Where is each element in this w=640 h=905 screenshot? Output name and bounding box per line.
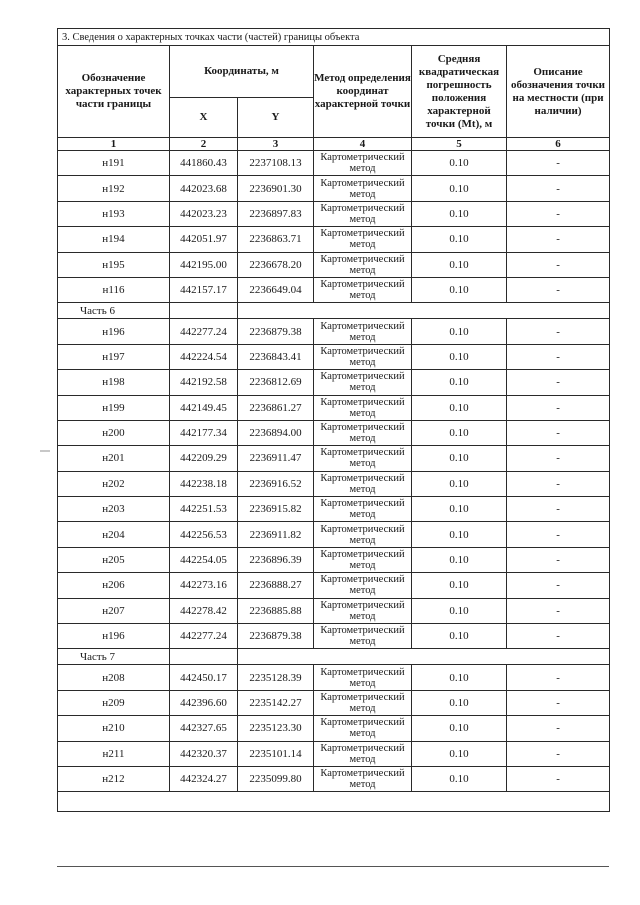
- accuracy-cell: 0.10: [412, 624, 507, 649]
- y-coordinate-cell: 2236894.00: [238, 420, 314, 445]
- table-row: [58, 522, 610, 547]
- column-number: 4: [314, 138, 412, 151]
- x-coordinate-cell: 442277.24: [170, 319, 238, 344]
- table-row: [58, 370, 610, 395]
- method-cell: Картометрический метод: [314, 522, 412, 547]
- x-coordinate-cell: 442157.17: [170, 277, 238, 302]
- accuracy-cell: 0.10: [412, 252, 507, 277]
- accuracy-cell: 0.10: [412, 395, 507, 420]
- footer-rule: [57, 866, 609, 867]
- x-coordinate-cell: 442177.34: [170, 420, 238, 445]
- point-designation-cell: н200: [58, 420, 170, 445]
- column-number: 5: [412, 138, 507, 151]
- x-coordinate-cell: 442320.37: [170, 741, 238, 766]
- description-cell: -: [507, 395, 610, 420]
- description-cell: -: [507, 446, 610, 471]
- method-cell: Картометрический метод: [314, 547, 412, 572]
- accuracy-cell: 0.10: [412, 446, 507, 471]
- method-cell: Картометрический метод: [314, 497, 412, 522]
- x-coordinate-cell: 442273.16: [170, 573, 238, 598]
- table-row: [58, 598, 610, 623]
- point-designation-cell: н202: [58, 471, 170, 496]
- method-cell: Картометрический метод: [314, 690, 412, 715]
- x-coordinate-cell: 442277.24: [170, 624, 238, 649]
- method-cell: Картометрический метод: [314, 344, 412, 369]
- point-designation-cell: н207: [58, 598, 170, 623]
- method-cell: Картометрический метод: [314, 573, 412, 598]
- y-coordinate-cell: 2235123.30: [238, 716, 314, 741]
- table-row: [58, 766, 610, 791]
- description-cell: -: [507, 690, 610, 715]
- part-label: Часть 6: [58, 303, 170, 319]
- y-coordinate-cell: 2236911.47: [238, 446, 314, 471]
- part-row: [58, 649, 610, 665]
- y-coordinate-cell: 2236915.82: [238, 497, 314, 522]
- table-row: [58, 252, 610, 277]
- accuracy-cell: 0.10: [412, 547, 507, 572]
- point-designation-cell: н210: [58, 716, 170, 741]
- y-coordinate-cell: 2236879.38: [238, 319, 314, 344]
- table-row: [58, 446, 610, 471]
- point-designation-cell: н199: [58, 395, 170, 420]
- y-coordinate-cell: 2235128.39: [238, 665, 314, 690]
- x-coordinate-cell: 442327.65: [170, 716, 238, 741]
- method-cell: Картометрический метод: [314, 741, 412, 766]
- point-designation-cell: н197: [58, 344, 170, 369]
- y-coordinate-cell: 2236897.83: [238, 201, 314, 226]
- point-designation-cell: н198: [58, 370, 170, 395]
- x-coordinate-cell: 442396.60: [170, 690, 238, 715]
- description-cell: -: [507, 176, 610, 201]
- description-cell: -: [507, 573, 610, 598]
- description-cell: -: [507, 766, 610, 791]
- accuracy-cell: 0.10: [412, 319, 507, 344]
- point-designation-cell: н208: [58, 665, 170, 690]
- header-description: Описание обозначения точки на местности (при наличии): [507, 46, 610, 138]
- method-cell: Картометрический метод: [314, 319, 412, 344]
- part-empty-cell: [238, 303, 610, 319]
- point-designation-cell: н116: [58, 277, 170, 302]
- y-coordinate-cell: 2236863.71: [238, 227, 314, 252]
- table-row: [58, 741, 610, 766]
- x-coordinate-cell: 442023.23: [170, 201, 238, 226]
- description-cell: -: [507, 741, 610, 766]
- description-cell: -: [507, 420, 610, 445]
- accuracy-cell: 0.10: [412, 201, 507, 226]
- part-empty-cell: [170, 303, 238, 319]
- description-cell: -: [507, 370, 610, 395]
- table-row: [58, 227, 610, 252]
- x-coordinate-cell: 442324.27: [170, 766, 238, 791]
- description-cell: -: [507, 547, 610, 572]
- accuracy-cell: 0.10: [412, 344, 507, 369]
- scan-mark: [40, 450, 50, 452]
- table-row: [58, 344, 610, 369]
- description-cell: -: [507, 624, 610, 649]
- method-cell: Картометрический метод: [314, 176, 412, 201]
- point-designation-cell: н192: [58, 176, 170, 201]
- accuracy-cell: 0.10: [412, 176, 507, 201]
- accuracy-cell: 0.10: [412, 471, 507, 496]
- method-cell: Картометрический метод: [314, 716, 412, 741]
- description-cell: -: [507, 497, 610, 522]
- table-row: [58, 176, 610, 201]
- table-row: [58, 624, 610, 649]
- table-row: [58, 573, 610, 598]
- description-cell: -: [507, 598, 610, 623]
- description-cell: -: [507, 201, 610, 226]
- column-number: 2: [170, 138, 238, 151]
- method-cell: Картометрический метод: [314, 227, 412, 252]
- y-coordinate-cell: 2236678.20: [238, 252, 314, 277]
- y-coordinate-cell: 2236861.27: [238, 395, 314, 420]
- column-number: 3: [238, 138, 314, 151]
- header-x: X: [170, 98, 238, 138]
- description-cell: -: [507, 252, 610, 277]
- y-coordinate-cell: 2236812.69: [238, 370, 314, 395]
- description-cell: -: [507, 665, 610, 690]
- accuracy-cell: 0.10: [412, 766, 507, 791]
- table-row: [58, 151, 610, 176]
- accuracy-cell: 0.10: [412, 370, 507, 395]
- y-coordinate-cell: 2237108.13: [238, 151, 314, 176]
- x-coordinate-cell: 442051.97: [170, 227, 238, 252]
- accuracy-cell: 0.10: [412, 716, 507, 741]
- x-coordinate-cell: 441860.43: [170, 151, 238, 176]
- table-row: [58, 201, 610, 226]
- x-coordinate-cell: 442149.45: [170, 395, 238, 420]
- accuracy-cell: 0.10: [412, 420, 507, 445]
- method-cell: Картометрический метод: [314, 471, 412, 496]
- accuracy-cell: 0.10: [412, 227, 507, 252]
- description-cell: -: [507, 277, 610, 302]
- method-cell: Картометрический метод: [314, 277, 412, 302]
- table-row: [58, 319, 610, 344]
- description-cell: -: [507, 151, 610, 176]
- point-designation-cell: н203: [58, 497, 170, 522]
- y-coordinate-cell: 2235099.80: [238, 766, 314, 791]
- header-accuracy: Средняя квадратическая погрешность положения характерной точки (Mt), м: [412, 46, 507, 138]
- header-point-designation: Обозначение характерных точек части границы: [58, 46, 170, 138]
- accuracy-cell: 0.10: [412, 598, 507, 623]
- table-row: [58, 716, 610, 741]
- method-cell: Картометрический метод: [314, 766, 412, 791]
- description-cell: -: [507, 522, 610, 547]
- point-designation-cell: н201: [58, 446, 170, 471]
- point-designation-cell: н206: [58, 573, 170, 598]
- part-empty-cell: [238, 649, 610, 665]
- table-row: [58, 420, 610, 445]
- y-coordinate-cell: 2236879.38: [238, 624, 314, 649]
- header-method: Метод определения координат характерной точки: [314, 46, 412, 138]
- method-cell: Картометрический метод: [314, 665, 412, 690]
- x-coordinate-cell: 442224.54: [170, 344, 238, 369]
- y-coordinate-cell: 2236843.41: [238, 344, 314, 369]
- point-designation-cell: н209: [58, 690, 170, 715]
- x-coordinate-cell: 442450.17: [170, 665, 238, 690]
- point-designation-cell: н212: [58, 766, 170, 791]
- y-coordinate-cell: 2236649.04: [238, 277, 314, 302]
- method-cell: Картометрический метод: [314, 201, 412, 226]
- x-coordinate-cell: 442195.00: [170, 252, 238, 277]
- method-cell: Картометрический метод: [314, 446, 412, 471]
- method-cell: Картометрический метод: [314, 420, 412, 445]
- part-empty-cell: [170, 649, 238, 665]
- method-cell: Картометрический метод: [314, 370, 412, 395]
- point-designation-cell: н196: [58, 624, 170, 649]
- table-row: [58, 471, 610, 496]
- part-row: [58, 303, 610, 319]
- y-coordinate-cell: 2235142.27: [238, 690, 314, 715]
- point-designation-cell: н196: [58, 319, 170, 344]
- x-coordinate-cell: 442209.29: [170, 446, 238, 471]
- accuracy-cell: 0.10: [412, 522, 507, 547]
- x-coordinate-cell: 442256.53: [170, 522, 238, 547]
- description-cell: -: [507, 344, 610, 369]
- table-row: [58, 497, 610, 522]
- point-designation-cell: н204: [58, 522, 170, 547]
- accuracy-cell: 0.10: [412, 690, 507, 715]
- table-row: [58, 547, 610, 572]
- method-cell: Картометрический метод: [314, 252, 412, 277]
- accuracy-cell: 0.10: [412, 573, 507, 598]
- point-designation-cell: н211: [58, 741, 170, 766]
- method-cell: Картометрический метод: [314, 151, 412, 176]
- x-coordinate-cell: 442192.58: [170, 370, 238, 395]
- method-cell: Картометрический метод: [314, 598, 412, 623]
- x-coordinate-cell: 442023.68: [170, 176, 238, 201]
- y-coordinate-cell: 2236896.39: [238, 547, 314, 572]
- description-cell: -: [507, 227, 610, 252]
- point-designation-cell: н195: [58, 252, 170, 277]
- y-coordinate-cell: 2236888.27: [238, 573, 314, 598]
- x-coordinate-cell: 442251.53: [170, 497, 238, 522]
- method-cell: Картометрический метод: [314, 395, 412, 420]
- table-row: [58, 395, 610, 420]
- x-coordinate-cell: 442238.18: [170, 471, 238, 496]
- point-designation-cell: н191: [58, 151, 170, 176]
- x-coordinate-cell: 442278.42: [170, 598, 238, 623]
- x-coordinate-cell: 442254.05: [170, 547, 238, 572]
- y-coordinate-cell: 2236911.82: [238, 522, 314, 547]
- table-row: [58, 277, 610, 302]
- table-footer-row: [58, 792, 610, 812]
- method-cell: Картометрический метод: [314, 624, 412, 649]
- y-coordinate-cell: 2236916.52: [238, 471, 314, 496]
- part-label: Часть 7: [58, 649, 170, 665]
- column-number: 1: [58, 138, 170, 151]
- y-coordinate-cell: 2236885.88: [238, 598, 314, 623]
- accuracy-cell: 0.10: [412, 151, 507, 176]
- description-cell: -: [507, 471, 610, 496]
- table-row: [58, 665, 610, 690]
- point-designation-cell: н193: [58, 201, 170, 226]
- y-coordinate-cell: 2236901.30: [238, 176, 314, 201]
- accuracy-cell: 0.10: [412, 497, 507, 522]
- accuracy-cell: 0.10: [412, 665, 507, 690]
- accuracy-cell: 0.10: [412, 277, 507, 302]
- boundary-points-table: [57, 28, 610, 812]
- y-coordinate-cell: 2235101.14: [238, 741, 314, 766]
- header-y: Y: [238, 98, 314, 138]
- table-row: [58, 690, 610, 715]
- table-body: [58, 151, 610, 792]
- point-designation-cell: н194: [58, 227, 170, 252]
- description-cell: -: [507, 716, 610, 741]
- accuracy-cell: 0.10: [412, 741, 507, 766]
- point-designation-cell: н205: [58, 547, 170, 572]
- header-coordinates: Координаты, м: [170, 46, 314, 98]
- column-number: 6: [507, 138, 610, 151]
- description-cell: -: [507, 319, 610, 344]
- section-title: 3. Сведения о характерных точках части (частей) границы объекта: [58, 29, 610, 46]
